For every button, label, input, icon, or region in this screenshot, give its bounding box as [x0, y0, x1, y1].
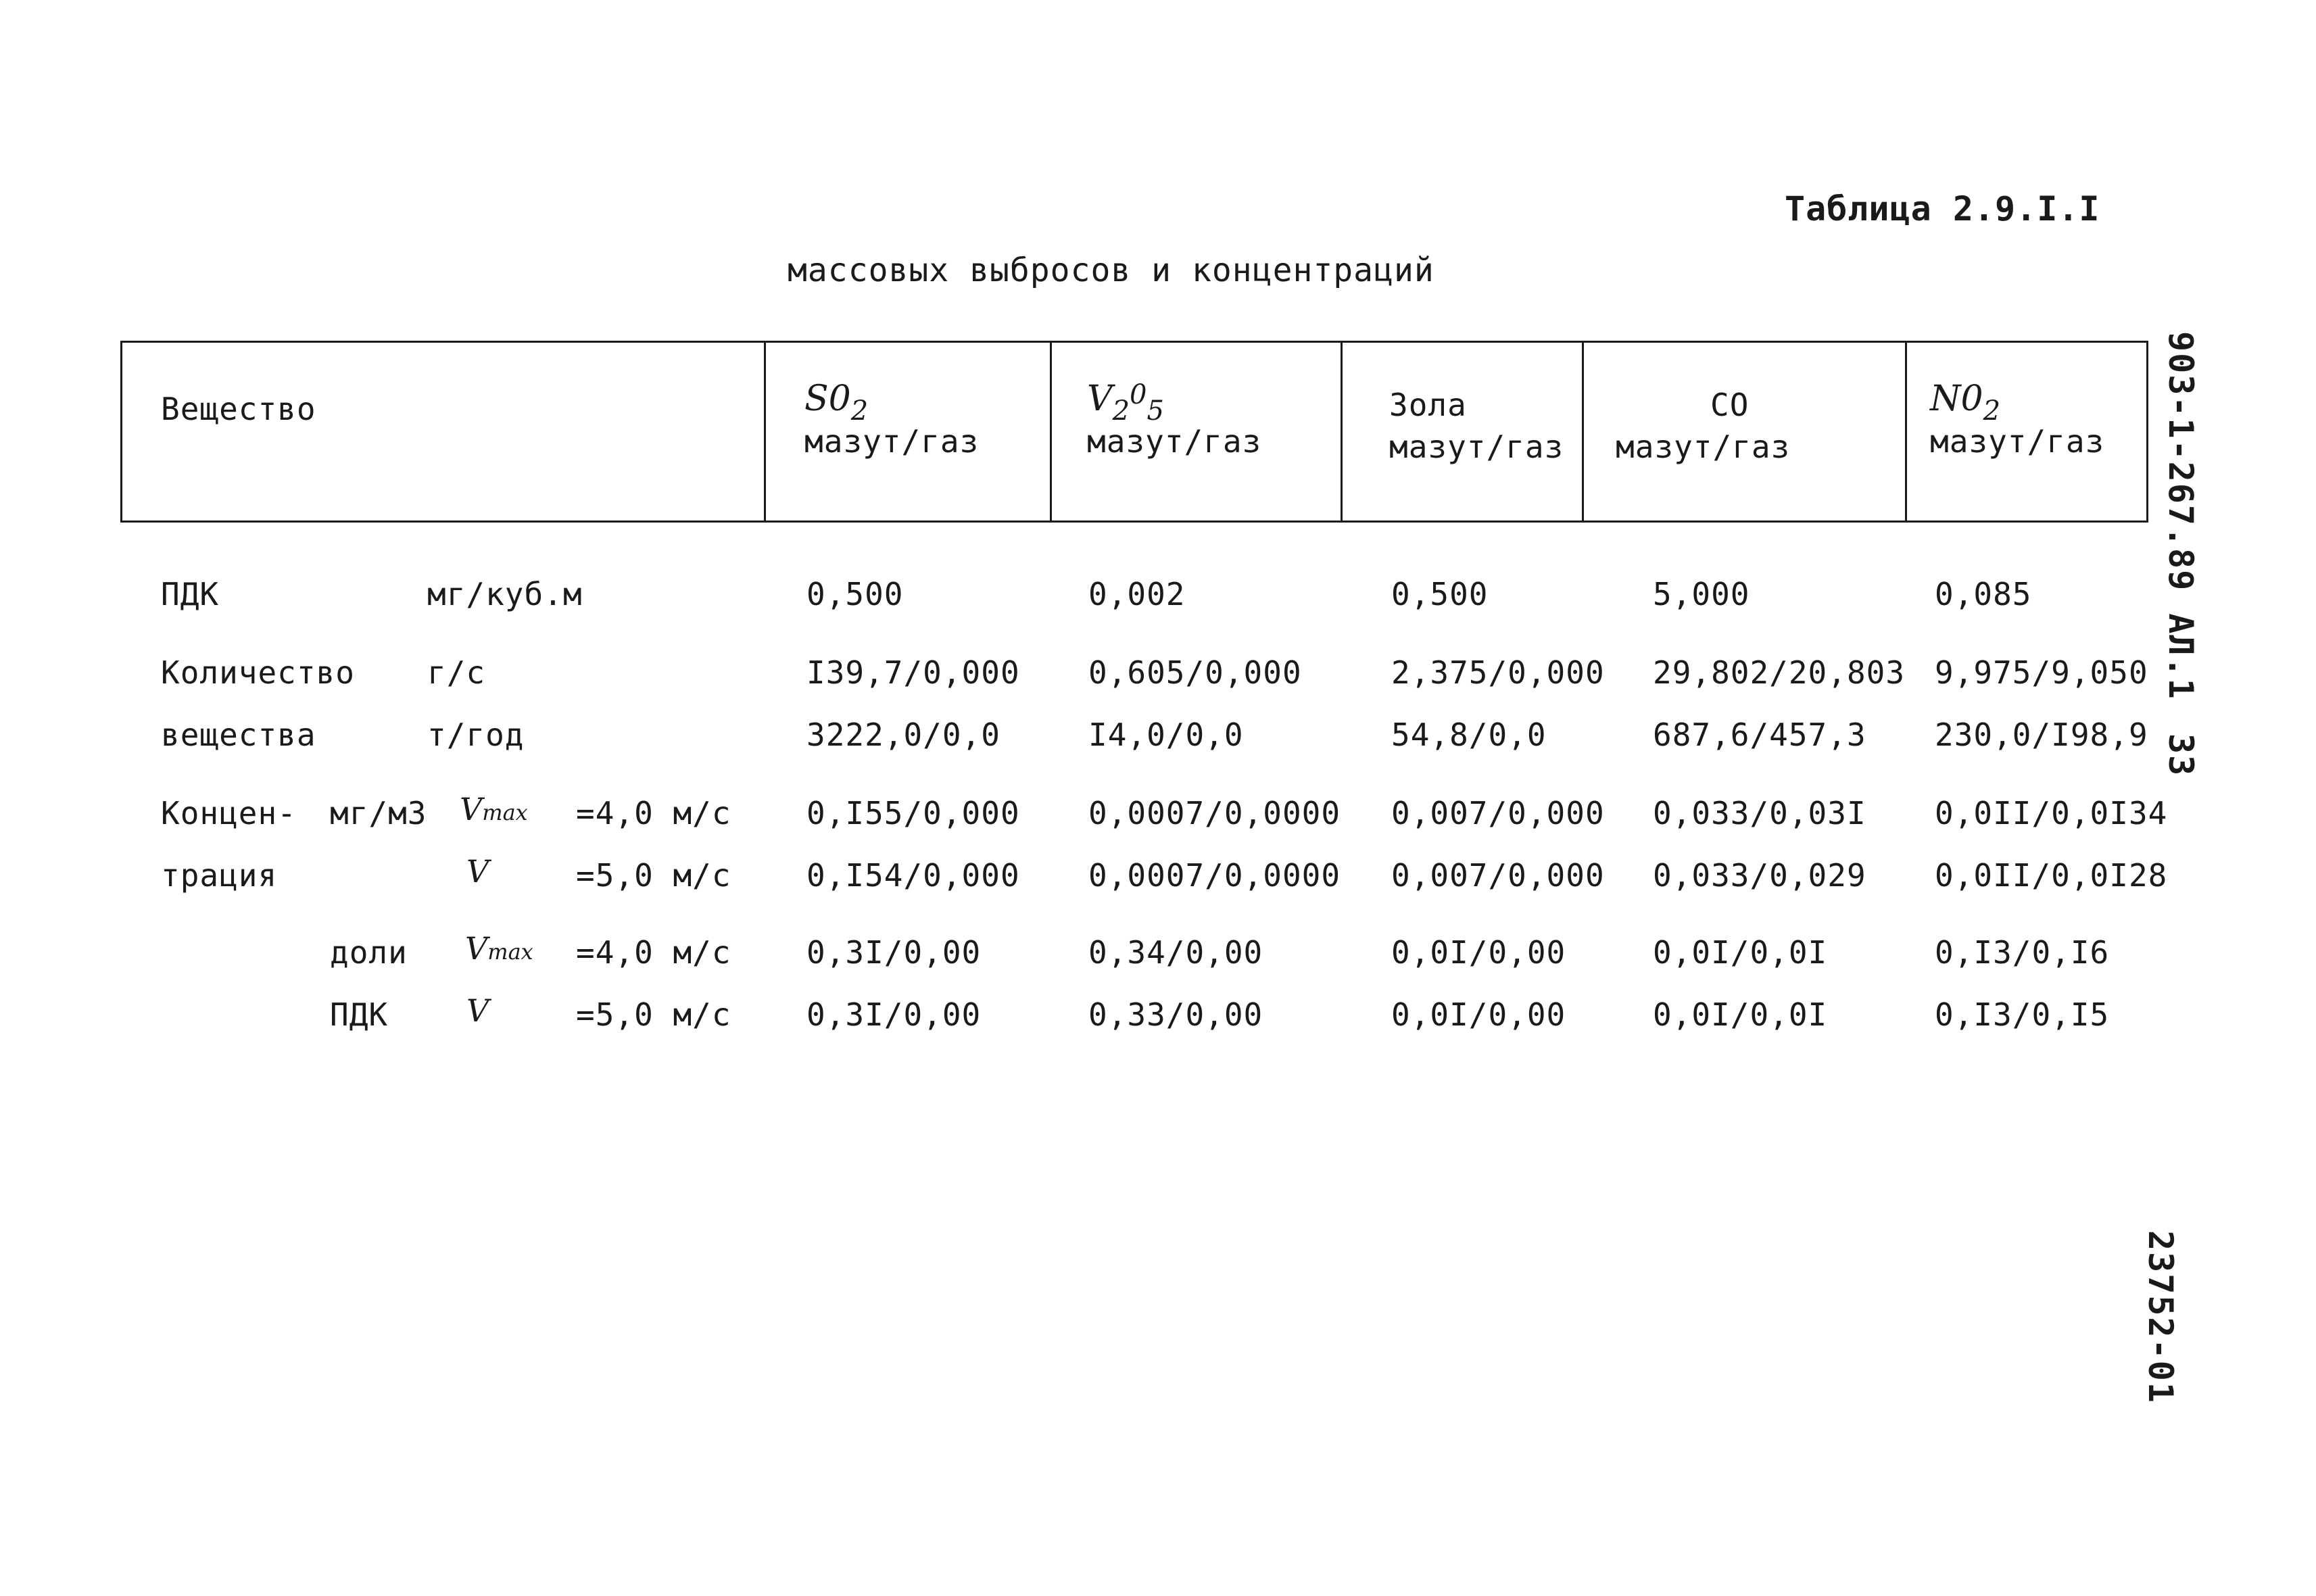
share-v-symbol: V: [466, 992, 489, 1029]
conc-v-no2: 0,0II/0,0I28: [1935, 857, 2168, 894]
header-co: [1616, 387, 1790, 465]
co-unit: мазут/газ: [1616, 429, 1791, 465]
row-pdk-unit: мг/куб.м: [427, 576, 583, 612]
co-label: CO: [1710, 387, 1750, 423]
ash-unit: мазут/газ: [1389, 429, 1564, 465]
v-subscript: max: [487, 939, 533, 965]
row-conc-unit: мг/м3: [330, 795, 427, 831]
share-v-ash: 0,0I/0,00: [1391, 996, 1566, 1033]
no2-unit: мазут/газ: [1930, 423, 2105, 460]
share-v-speed: =5,0 м/с: [576, 996, 731, 1033]
row-share-label: доли: [330, 934, 408, 971]
share-vmax-co: 0,0I/0,0I: [1653, 934, 1828, 971]
row-conc-label: Концен-: [161, 795, 297, 831]
share-vmax-speed: =4,0 м/с: [576, 934, 731, 971]
header-v2o5: [1087, 379, 1261, 460]
conc-vmax-ash: 0,007/0,000: [1391, 795, 1605, 831]
conc-vmax-co: 0,033/0,03I: [1653, 795, 1866, 831]
pdk-so2: 0,500: [806, 576, 904, 612]
conc-vmax-symbol: [460, 791, 528, 827]
conc-v-so2: 0,I54/0,000: [806, 857, 1020, 894]
qty-gs-co: 29,802/20,803: [1653, 654, 1906, 691]
share-v-v2o5: 0,33/0,00: [1088, 996, 1263, 1033]
document-number: 23752-01: [2141, 1230, 2180, 1404]
v2o5-unit: мазут/газ: [1087, 423, 1262, 460]
conc-v-symbol: V: [466, 853, 489, 890]
row-pdk-label: ПДК: [161, 576, 220, 612]
margin-code: 903-1-267.89 АЛ.1: [2161, 331, 2200, 700]
table-subtitle: массовых выбросов и концентраций: [788, 251, 1434, 289]
row-qty-label: Количество: [161, 654, 355, 691]
header-divider: [1050, 341, 1052, 523]
header-top-line: [120, 341, 2148, 343]
qty-gs-v2o5: 0,605/0,000: [1088, 654, 1302, 691]
header-so2: [804, 379, 979, 460]
share-vmax-no2: 0,I3/0,I6: [1935, 934, 2110, 971]
conc-vmax-speed: =4,0 м/с: [576, 795, 731, 831]
conc-v-v2o5: 0,0007/0,0000: [1088, 857, 1341, 894]
v-letter: V: [465, 930, 488, 967]
share-vmax-v2o5: 0,34/0,00: [1088, 934, 1263, 971]
no2-formula: $N0_2$: [1930, 379, 2001, 427]
header-divider: [1905, 341, 1907, 523]
conc-v-co: 0,033/0,029: [1653, 857, 1866, 894]
conc-vmax-no2: 0,0II/0,0I34: [1935, 795, 2168, 831]
header-divider: [764, 341, 766, 523]
share-v-no2: 0,I3/0,I5: [1935, 996, 2110, 1033]
row-conc-label-2: трация: [161, 857, 278, 894]
qty-ty-v2o5: I4,0/0,0: [1088, 717, 1244, 753]
pdk-ash: 0,500: [1391, 576, 1489, 612]
header-divider: [1582, 341, 1584, 523]
v2o5-formula: $V_20_5$: [1087, 379, 1164, 427]
qty-ty-ash: 54,8/0,0: [1391, 717, 1547, 753]
v-letter: V: [460, 791, 483, 827]
row-share-label-2: ПДК: [330, 996, 389, 1033]
conc-vmax-v2o5: 0,0007/0,0000: [1088, 795, 1341, 831]
table-label: Таблица 2.9.I.I: [1785, 189, 2100, 228]
row-qty-label-2: вещества: [161, 717, 316, 753]
row-qty-unit-gs: г/с: [427, 654, 486, 691]
qty-ty-co: 687,6/457,3: [1653, 717, 1866, 753]
conc-v-ash: 0,007/0,000: [1391, 857, 1605, 894]
so2-unit: мазут/газ: [804, 423, 980, 460]
qty-gs-so2: I39,7/0,000: [806, 654, 1020, 691]
ash-label: Зола: [1389, 387, 1467, 423]
qty-gs-no2: 9,975/9,050: [1935, 654, 2148, 691]
share-vmax-ash: 0,0I/0,00: [1391, 934, 1566, 971]
conc-vmax-so2: 0,I55/0,000: [806, 795, 1020, 831]
header-ash: [1389, 387, 1564, 465]
pdk-co: 5,000: [1653, 576, 1750, 612]
pdk-v2o5: 0,002: [1088, 576, 1186, 612]
qty-ty-so2: 3222,0/0,0: [806, 717, 1000, 753]
row-qty-unit-ty: т/год: [427, 717, 525, 753]
header-no2: [1930, 379, 2104, 460]
v-subscript: max: [482, 800, 528, 825]
share-vmax-symbol: [465, 930, 533, 967]
share-vmax-so2: 0,3I/0,00: [806, 934, 982, 971]
qty-ty-no2: 230,0/I98,9: [1935, 717, 2148, 753]
header-substance: Вещество: [161, 391, 316, 427]
qty-gs-ash: 2,375/0,000: [1391, 654, 1605, 691]
header-divider: [120, 341, 122, 523]
pdk-no2: 0,085: [1935, 576, 2032, 612]
header-divider: [2146, 341, 2148, 523]
conc-v-speed: =5,0 м/с: [576, 857, 731, 894]
header-divider: [1341, 341, 1343, 523]
page-number: 33: [2161, 733, 2200, 777]
share-v-co: 0,0I/0,0I: [1653, 996, 1828, 1033]
so2-formula: $S0_2$: [804, 379, 869, 427]
header-bottom-line: [120, 521, 2148, 523]
share-v-so2: 0,3I/0,00: [806, 996, 982, 1033]
